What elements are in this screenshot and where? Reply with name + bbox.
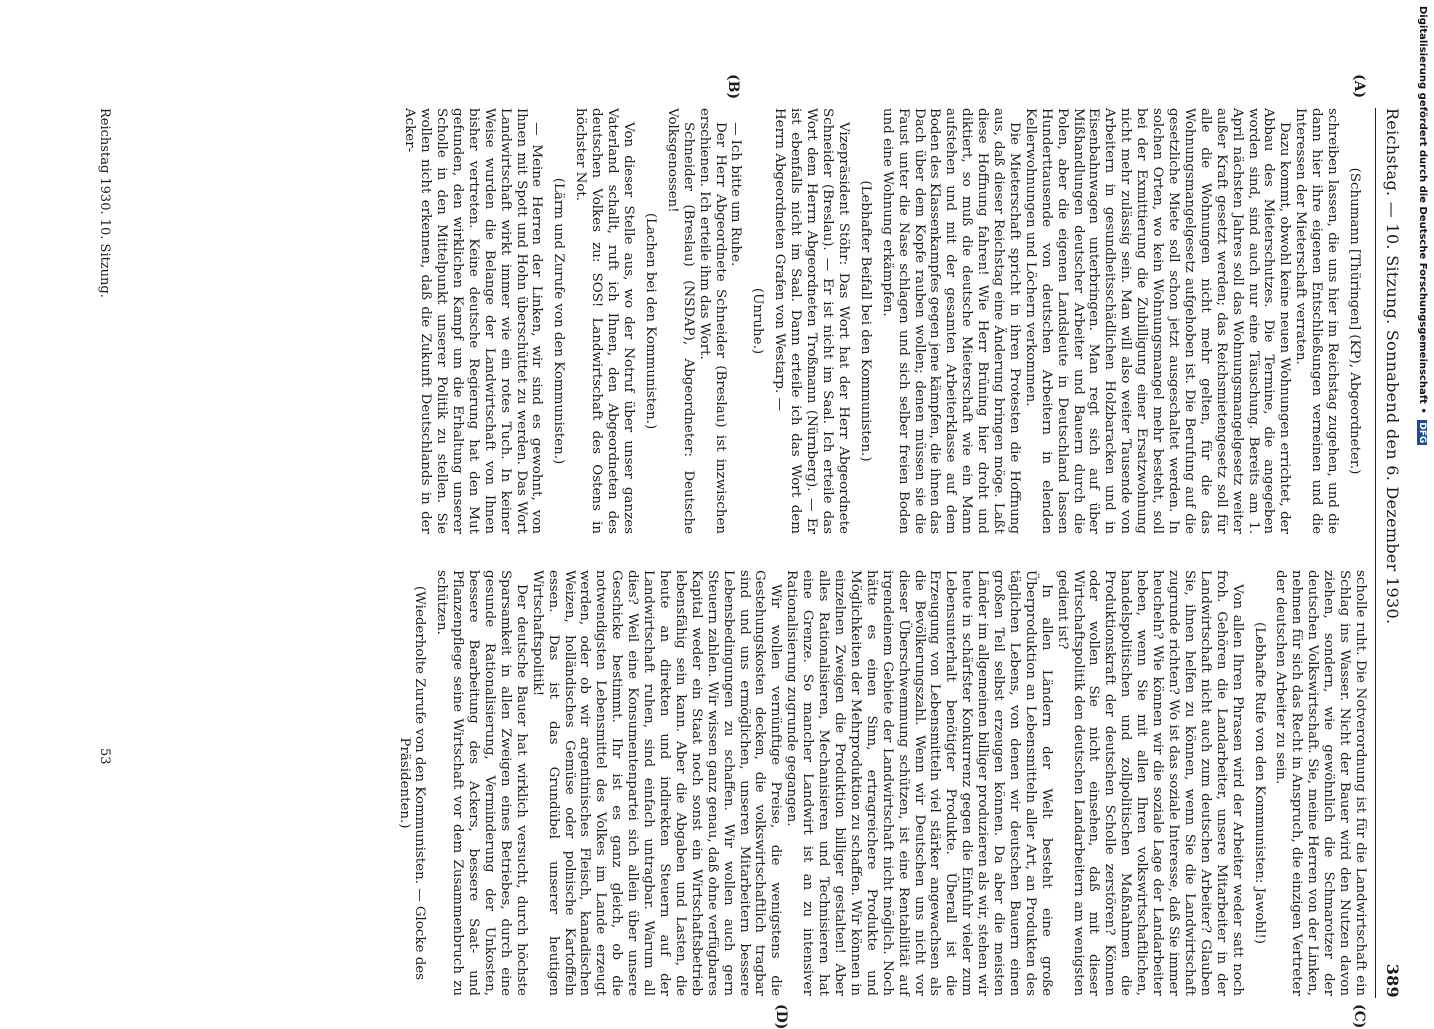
interjection: (Unruhe.) (750, 287, 766, 355)
margin-mark-b: (B) (725, 74, 741, 100)
running-head: Reichstag. — 10. Sitzung. Sonnabend den 6. Dezember 1930. (1383, 108, 1402, 625)
paragraph: Von dieser Stelle aus, wo der Notruf über unser ganzes Vaterland schallt, ruft ich Ihnen, den Abgeordneten des deutschen Volkes zu: SOS! Landwirtschaft des Ostens in höchster Not. (573, 108, 637, 534)
paragraph: scholle ruht. Die Notverordnung ist für die Landwirtschaft ein Schlag ins Wasser. Nicht der Bauer wird den Nutzen davon ziehen, sondern, wie gewöhnlich die Schmarotzer der deutschen Volkswirtschaft. Sie, meine Herren von der Linken, nehmen für sich das Recht in Anspruch, die einzigen Vertreter der deutschen Arbeiter zu sein. (1273, 570, 1368, 996)
paragraph: Der Herr Abgeordnete Schneider (Breslau) ist inzwischen erschienen. Ich erteile ihm das Wort. (696, 108, 728, 534)
interjection: (Wiederholte Zurufe von den Kommunisten. — Glocke des Präsidenten.) (396, 585, 428, 981)
dfg-logo: DFG (1417, 422, 1427, 444)
document-page (95, 74, 1402, 1029)
margin-mark-a: (A) (1351, 74, 1367, 99)
interjection: (Lebhafte Rufe von den Kommunisten: Jawohl!) (1251, 621, 1267, 945)
paragraph: Der deutsche Bauer hat wirklich versucht, durch höchste Sparsamkeit in allen Zweigen eines Betriebes, durch eine gesunde Rationalisierung, Verminderung der Unkosten, bessere Bearbeitung des Ackers, bessere Saat- und Pflanzenpflege seine Wirtschaft vor dem Zusammenbruch zu schützen. (434, 570, 529, 996)
footer-signature: Reichstag 1930. 10. Sitzung. (97, 108, 112, 298)
digitization-credit (1412, 6, 1430, 996)
paragraph: Vizepräsident Stöhr: Das Wort hat der Herr Abgeordnete Schneider (Breslau). — Er ist nicht im Saal. Ich erteile das Wort dem Herrn Abgeordneten Troßmann (Nürnberg). — Er ist ebenfalls nicht im Saal. Dann erteile ich das Wort dem Herrn Abgeordneten Grafen von Westarp. — (772, 108, 851, 534)
paragraph: — Ich bitte um Ruhe. (728, 122, 744, 267)
interjection: (Lachen bei den Kommunisten.) (642, 212, 658, 430)
speaker-continuation: (Schumann [Thüringen] (KP), Abgeordneter.) (1347, 167, 1362, 475)
paragraph: Dazu kommt, obwohl keine neuen Wohnungen errichtet, der Abbau des Mieterschutzes. Die Termine, die angegeben worden sind, sind auch nur eine Täuschung. Bereits am 1. April nächsten Jahres soll das Wohnungsmangelgesetz weiter außer Kraft gesetzt werden; das Reichsmietengesetz soll für alle die Wohnungen nicht mehr gelten, für die das Wohnungsmangelgesetz aufgehoben ist. Die Berufung auf die gesetzliche Miete soll schon jetzt ausgeschaltet werden. In solchen Orten, wo kein Wohnungsmangel mehr besteht, soll bei der Exmittierung die Zubilligung einer Ersatzwohnung nicht mehr zulässig sein. Man will also weiter Tausende von Arbeitern in gesundheitsschädlichen Holzbaracken und in Eisenbahnwagen unterbringen. Man regt sich auf über Mißhandlungen deutscher Arbeiter und Bauern durch die Polen, aber die eigenen Landsleute in Deutschland lassen Hunderttausende von deutschen Arbeitern in elenden Kellerwohnungen und Löchern verkommen. (1022, 108, 1293, 534)
paragraph: In allen Ländern der Welt besteht eine große Überproduktion an Lebensmitteln aller Art, an Produkten des täglichen Lebens, von denen wir deutschen Bauern einen großen Teil selbst erzeugen können. Da aber die meisten Länder im allgemeinen billiger produzieren als wir, stehen wir heute in schärfster Konkurrenz gegen die Einfuhr vieler zum Lebensunterhalt benötigter Produkte. Überall ist die Erzeugung von Lebensmitteln viel stärker angewachsen als die Bevölkerungszahl. Wenn wir Deutschen uns nicht vor dieser Überschwemmung schützen, ist eine Rentabilität auf irgendeinem Gebiete der Landwirtschaft nicht möglich. Noch hätte es einen Sinn, ertragreichere Produkte und Möglichkeiten der Mehrproduktion zu schaffen. Wir können in einzelnen Zweigen die Produktion billiger gestalten! Aber alles Rationalisieren, Mechanisieren und Technisieren hat eine Grenze. So mancher Landwirt ist an zu intensiver Rationalisierung zugrunde gegangen. (784, 570, 1054, 996)
paragraph: — Meine Herren der Linken, wir sind es gewohnt, von Ihnen mit Spott und Hohn überschüttet zu werden. Das Wort Landwirtschaft wirkt immer wie ein rotes Tuch. In keiner Weise wurden die Belange der Landwirtschaft von Ihnen bisher vertreten. Keine deutsche Regierung hat den Mut gefunden, den wirklichen Kampf um die Erhaltung unserer Scholle in den Mittelpunkt unserer Politik zu stellen. Sie wollen nicht erkennen, daß die Zukunft Deutschlands in der Acker- (402, 108, 545, 534)
page-header (1376, 108, 1400, 998)
paragraph: Die Mieterschaft spricht in ihren Protesten die Hoffnung aus, daß dieser Reichstag eine Änderung bringen möge. Laßt diese Hoffnung fahren! Wie Herr Brüning hier droht und diktiert, so muß die deutsche Mieterschaft wie ein Mann aufstehen und mit der gesamten Arbeiterklasse auf dem Boden des Klassenkampfes gegen jene kämpfen, die ihnen das Dach über dem Kopfe rauben wollen; denen müssen sie die Faust unter die Nase schlagen und sich selber freien Boden und eine Wohnung erkämpfen. (879, 108, 1022, 534)
sheet-number: 53 (97, 748, 112, 765)
speaker-line: Schneider (Breslau) (NSDAP), Abgeordneter: Deutsche Volksgenossen! (664, 108, 696, 534)
credit-text: Digitalisierung gefördert durch die Deutsche Forschungsgemeinschaft • (1417, 6, 1428, 414)
left-column (401, 108, 1368, 534)
interjection: (Lebhafter Beifall bei den Kommunisten.) (857, 180, 873, 462)
paragraph: Von allen Ihren Phrasen wird der Arbeiter weder satt noch froh. Gehören die Landarbeiter, unsere Mitarbeiter in der Landwirtschaft nicht auch zum deutschen Arbeiter? Glauben Sie, ihnen helfen zu können, wenn Sie die Landwirtschaft zugrunde richten? Wo ist das soziale Interesse, daß Sie immer heucheln? Wie können wir die soziale Lage der Landarbeiter heben, wenn Sie mit allen Ihren volkswirtschaftlichen, handelspolitischen und zollpolitischen Maßnahmen die Produktionskraft der deutschen Scholle zerstören? Können oder wollen Sie nicht einsehen, daß mit dieser Wirtschaftspolitik den deutschen Landarbeitern am wenigsten gedient ist? (1054, 570, 1245, 996)
right-column (390, 570, 1368, 996)
margin-mark-d: (D) (773, 1004, 789, 1029)
header-rule (1375, 108, 1376, 998)
margin-mark-c: (C) (1351, 1004, 1367, 1029)
page-number: 389 (1383, 963, 1402, 998)
paragraph: schreiben lassen, die uns hier im Reichstag zugehen, und die dann hier ihre eigenen Entschließungen verneinen und die Interessen der Mieterschaft verraten. (1293, 108, 1341, 534)
paragraph: Wir wollen vernünftige Preise, die wenigstens die Gestehungskosten decken, die volkswirtschaftlich tragbar sind und uns ermöglichen, unseren Mitarbeitern bessere Lebensbedingungen zu schaffen. Wir wollen auch gern Steuern zahlen. Wir wissen ganz genau, daß ohne verfügbares Kapital weder ein Staat noch sonst ein Wirtschaftsbetrieb lebensfähig sein kann. Aber die Abgaben und Lasten, die heute an direkten und indirekten Steuern auf der Landwirtschaft ruhen, sind einfach untragbar. Warum all dies? Weil eine Konsumentenpartei sich allein über unsere Geschicke bestimmt. Ihr ist es ganz gleich, ob die notwendigsten Lebensmittel des Volkes im Lande erzeugt werden, oder ob wir argentinisches Fleisch, kanadischen Weizen, holländisches Gemüse oder polnische Kartoffeln essen. Das ist das Grundübel unserer heutigen Wirtschaftspolitik! (529, 570, 784, 996)
interjection: (Lärm und Zurufe von den Kommunisten.) (551, 177, 567, 465)
